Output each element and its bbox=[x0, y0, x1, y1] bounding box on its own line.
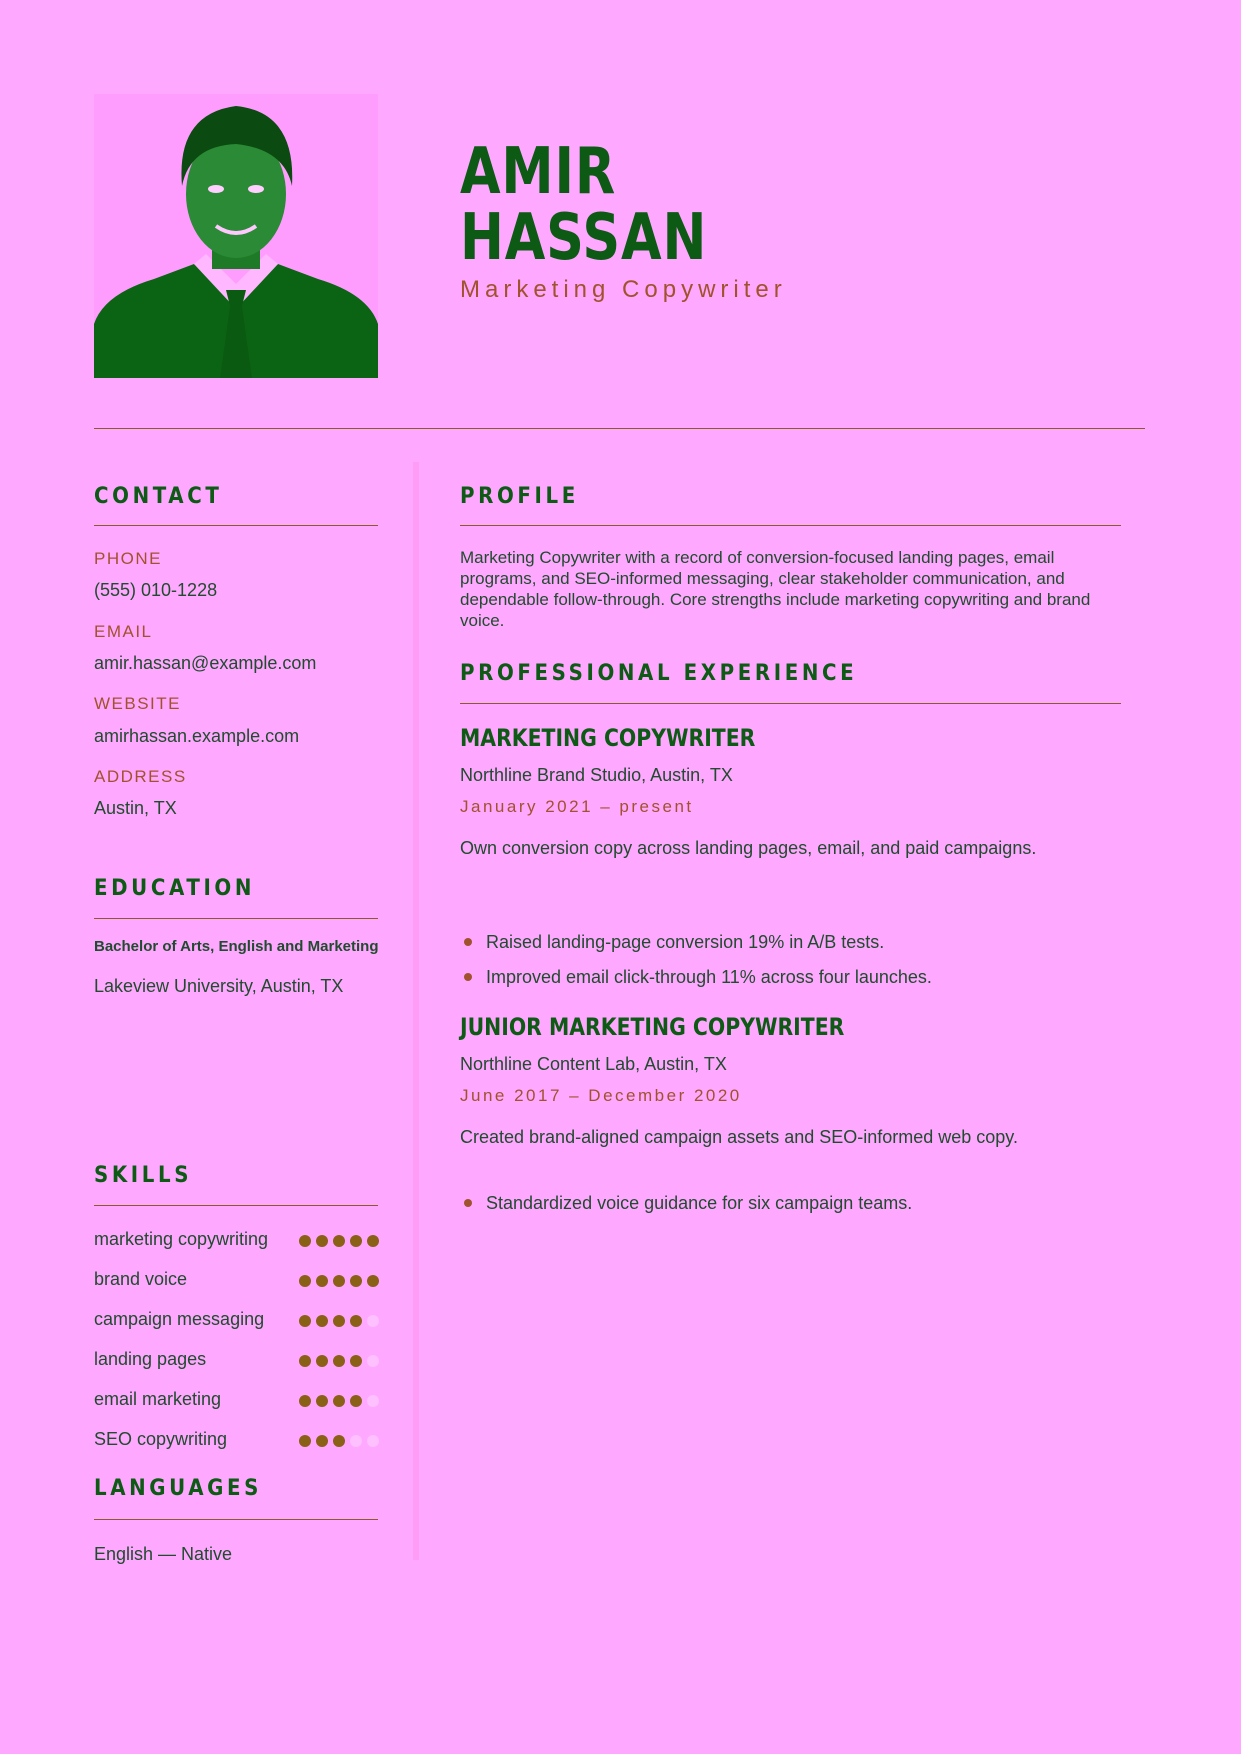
skill-dot-filled bbox=[367, 1235, 379, 1247]
skill-name: marketing copywriting bbox=[94, 1229, 269, 1249]
address-value: Austin, TX bbox=[94, 798, 177, 818]
languages-divider bbox=[94, 1519, 378, 1520]
skill-row bbox=[94, 1309, 378, 1333]
email-value[interactable]: amir.hassan@example.com bbox=[94, 653, 317, 673]
profile-divider bbox=[460, 525, 1121, 526]
languages-heading: LANGUAGES bbox=[94, 1476, 263, 1501]
skill-dot-filled bbox=[299, 1275, 311, 1287]
profile-photo bbox=[94, 94, 378, 378]
job-title-subtitle: Marketing Copywriter bbox=[460, 276, 787, 303]
skill-dot-filled bbox=[333, 1235, 345, 1247]
job-1-company: Northline Brand Studio, Austin, TX bbox=[460, 765, 733, 785]
school: Lakeview University, Austin, TX bbox=[94, 976, 344, 996]
skill-row bbox=[94, 1389, 378, 1413]
skill-row bbox=[94, 1429, 378, 1453]
skill-dot-filled bbox=[350, 1395, 362, 1407]
job-2-bullet-1: Standardized voice guidance for six campaign teams. bbox=[486, 1193, 913, 1213]
skill-dot-filled bbox=[367, 1275, 379, 1287]
skill-dot-filled bbox=[316, 1235, 328, 1247]
job-2-title: JUNIOR MARKETING COPYWRITER bbox=[460, 1013, 845, 1041]
skill-dot-filled bbox=[316, 1435, 328, 1447]
skill-dot-empty bbox=[367, 1355, 379, 1367]
degree: Bachelor of Arts, English and Marketing bbox=[94, 938, 379, 955]
profile-heading: PROFILE bbox=[460, 484, 579, 509]
skill-dot-empty bbox=[350, 1435, 362, 1447]
column-divider bbox=[413, 462, 419, 1560]
skill-dot-empty bbox=[367, 1435, 379, 1447]
email-label: EMAIL bbox=[94, 622, 153, 641]
skill-row bbox=[94, 1269, 378, 1293]
skill-dot-filled bbox=[350, 1355, 362, 1367]
skill-dot-filled bbox=[350, 1275, 362, 1287]
profile-text: Marketing Copywriter with a record of conversion-focused landing pages, email programs, and SEO-informed messaging, clear stakeholder communication, and dependable follow-through. Core strengths include marketing copywriting and brand voice. bbox=[460, 548, 1091, 630]
contact-heading: CONTACT bbox=[94, 484, 223, 509]
skill-dot-filled bbox=[333, 1275, 345, 1287]
job-1-dates: January 2021 – present bbox=[460, 797, 694, 816]
address-label: ADDRESS bbox=[94, 767, 187, 786]
job-1-description: Own conversion copy across landing pages, email, and paid campaigns. bbox=[460, 838, 1037, 858]
education-divider bbox=[94, 918, 378, 919]
language-item: English — Native bbox=[94, 1544, 233, 1564]
last-name: HASSAN bbox=[460, 201, 708, 275]
skill-row bbox=[94, 1229, 378, 1253]
skill-dot-filled bbox=[299, 1315, 311, 1327]
skill-dot-filled bbox=[350, 1235, 362, 1247]
experience-divider bbox=[460, 703, 1121, 704]
job-2-description: Created brand-aligned campaign assets and SEO-informed web copy. bbox=[460, 1127, 1018, 1147]
header-divider bbox=[94, 428, 1145, 429]
skill-dot-filled bbox=[316, 1355, 328, 1367]
skill-row bbox=[94, 1349, 378, 1373]
job-1-bullet-2: Improved email click-through 11% across four launches. bbox=[486, 967, 932, 987]
phone-value: (555) 010-1228 bbox=[94, 580, 218, 600]
skill-name: email marketing bbox=[94, 1389, 222, 1409]
skill-name: campaign messaging bbox=[94, 1309, 265, 1329]
first-name: AMIR bbox=[460, 135, 617, 209]
bullet-dot bbox=[464, 1199, 472, 1207]
education-heading: EDUCATION bbox=[94, 876, 256, 901]
skill-dot-filled bbox=[299, 1435, 311, 1447]
skill-dot-empty bbox=[367, 1395, 379, 1407]
job-2-company: Northline Content Lab, Austin, TX bbox=[460, 1054, 727, 1074]
website-label: WEBSITE bbox=[94, 694, 182, 713]
bullet-dot bbox=[464, 938, 472, 946]
portrait-image bbox=[94, 94, 378, 378]
skills-heading: SKILLS bbox=[94, 1163, 193, 1188]
contact-divider bbox=[94, 525, 378, 526]
skill-dot-filled bbox=[299, 1355, 311, 1367]
skill-dot-filled bbox=[316, 1315, 328, 1327]
skill-dot-filled bbox=[350, 1315, 362, 1327]
skill-dot-empty bbox=[367, 1315, 379, 1327]
skill-name: SEO copywriting bbox=[94, 1429, 228, 1449]
experience-heading: PROFESSIONAL EXPERIENCE bbox=[460, 661, 858, 686]
job-2-dates: June 2017 – December 2020 bbox=[460, 1086, 742, 1105]
skill-dot-filled bbox=[333, 1435, 345, 1447]
skill-dot-filled bbox=[299, 1395, 311, 1407]
skill-dot-filled bbox=[333, 1315, 345, 1327]
skill-dot-filled bbox=[333, 1395, 345, 1407]
skill-dot-filled bbox=[333, 1355, 345, 1367]
job-1-bullet-1: Raised landing-page conversion 19% in A/B tests. bbox=[486, 932, 885, 952]
bullet-dot bbox=[464, 973, 472, 981]
job-1-title: MARKETING COPYWRITER bbox=[460, 724, 756, 752]
skill-name: brand voice bbox=[94, 1269, 188, 1289]
skills-divider bbox=[94, 1205, 378, 1206]
skill-name: landing pages bbox=[94, 1349, 207, 1369]
skill-dot-filled bbox=[316, 1395, 328, 1407]
website-value[interactable]: amirhassan.example.com bbox=[94, 726, 300, 746]
phone-label: PHONE bbox=[94, 549, 162, 568]
skill-dot-filled bbox=[316, 1275, 328, 1287]
skill-dot-filled bbox=[299, 1235, 311, 1247]
